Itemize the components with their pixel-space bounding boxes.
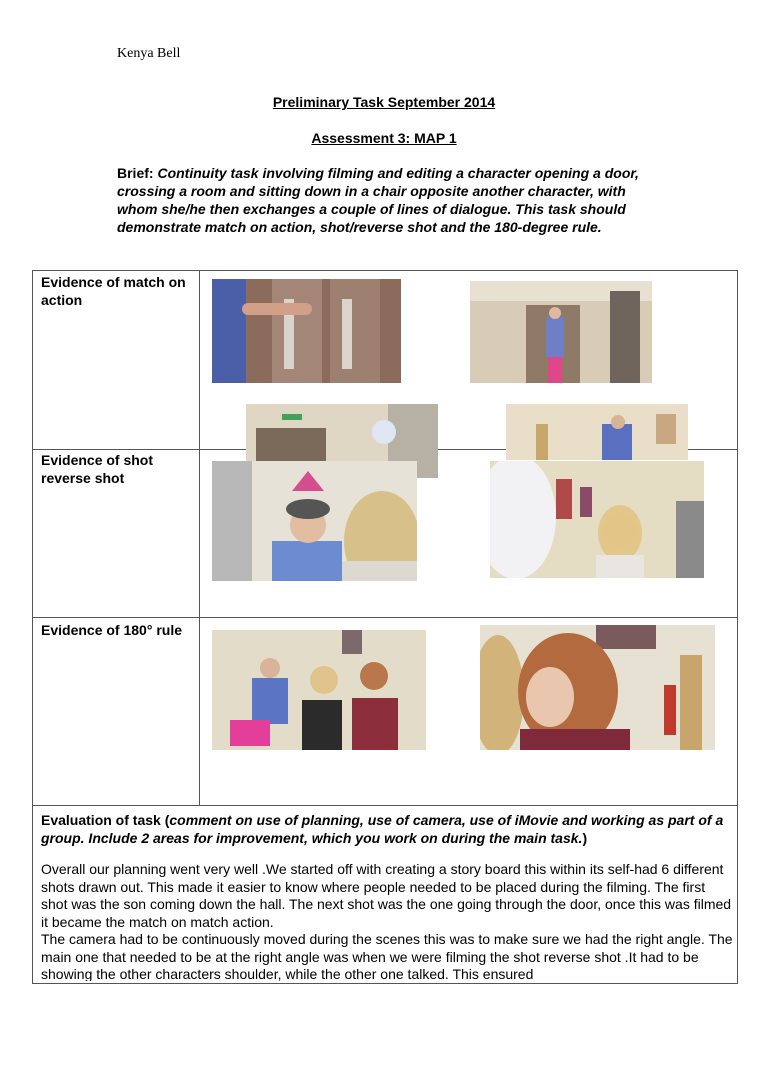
evaluation-heading bbox=[41, 811, 731, 847]
row-label-shot-reverse-shot: Evidence of shot reverse shot bbox=[41, 452, 154, 486]
photo-180-wide bbox=[212, 630, 426, 750]
photo-room-walk bbox=[506, 404, 688, 460]
brief bbox=[117, 164, 657, 236]
row-label-match-on-action: Evidence of match on action bbox=[41, 274, 186, 308]
photo-door-handle bbox=[212, 279, 401, 383]
row-label-180-rule: Evidence of 180° rule bbox=[41, 622, 182, 638]
photo-hallway bbox=[470, 281, 652, 383]
row-divider bbox=[33, 617, 737, 618]
page-title: Preliminary Task September 2014 bbox=[272, 94, 496, 110]
author-name: Kenya Bell bbox=[117, 46, 181, 61]
brief-text: Continuity task involving filming and editing a character opening a door, crossing a room and sitting down in a chair opposite another character, with whom she/he then exchanges a couple of lines of dialogue. This task should demonstrate match on action, shot/reverse shot and the 180-degree rule. bbox=[117, 165, 639, 235]
photo-reverse-shot bbox=[490, 461, 704, 578]
evaluation-paragraph: Overall our planning went very well .We started off with creating a story board this within its self-had 6 different shots drawn out. This made it easier to know where people needed to be placed during the filming. The first shot was the son coming down the hall. The next shot was the one going through the door, once this was filmed it became the match on match action. bbox=[41, 861, 732, 930]
evaluation-instructions: comment on use of planning, use of camera, use of iMovie and working as part of a group. Include 2 areas for improvement, which you work on during the main task. bbox=[41, 812, 724, 846]
evaluation-body bbox=[41, 861, 733, 981]
column-divider bbox=[199, 271, 200, 805]
page-subtitle: Assessment 3: MAP 1 bbox=[311, 130, 457, 146]
evaluation-close: ) bbox=[582, 830, 588, 846]
evaluation-paragraph: The camera had to be continuously moved during the scenes this was to make sure we had the right angle. The main one that needed to be at the right angle was when we were filming the shot reverse shot .It had to be showing the other characters shoulder, while the other one talked. This ensured bbox=[41, 931, 733, 981]
evaluation-label: Evaluation of task ( bbox=[41, 812, 170, 828]
row-divider bbox=[33, 805, 737, 806]
photo-180-close bbox=[480, 625, 715, 750]
brief-label: Brief: bbox=[117, 165, 154, 181]
photo-shot-character bbox=[212, 461, 417, 581]
